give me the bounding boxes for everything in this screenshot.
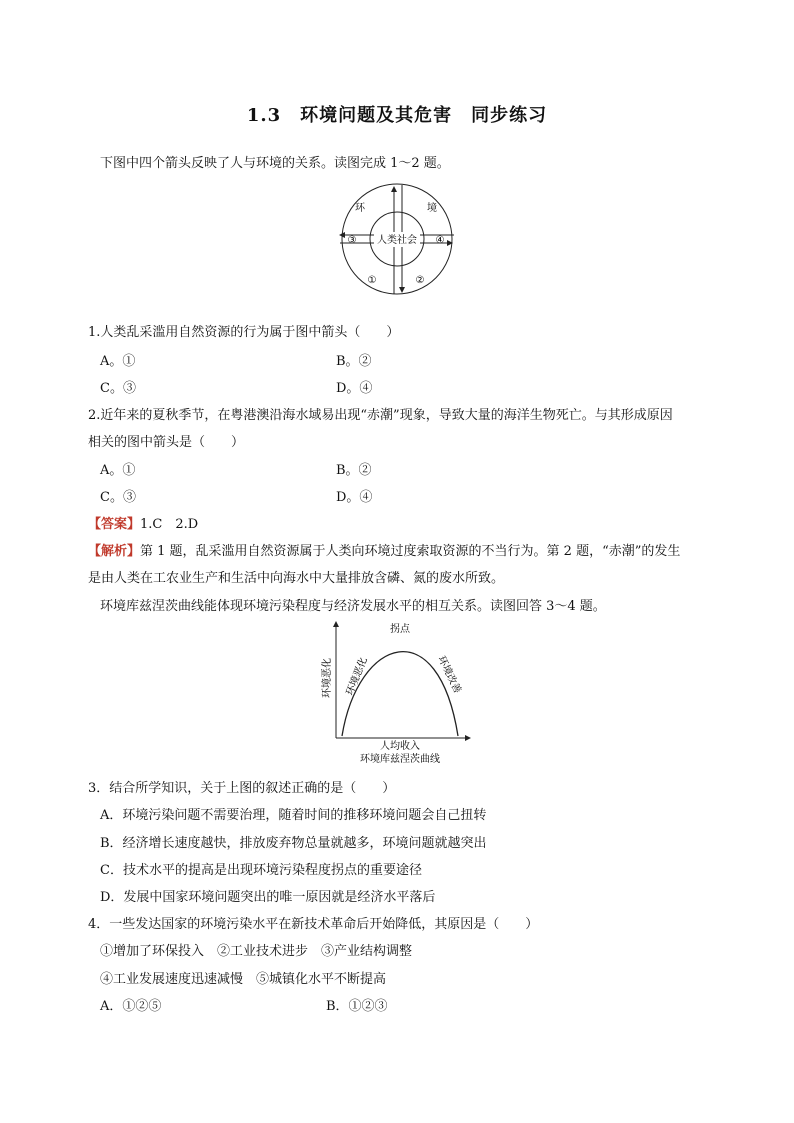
label-4: ④ [435, 235, 445, 246]
question-3-option-d: D．发展中国家环境问题突出的唯一原因就是经济水平落后 [100, 890, 436, 905]
human-environment-diagram [332, 179, 462, 299]
question-3-stem: 3．结合所学知识，关于上图的叙述正确的是（ ） [88, 781, 396, 796]
question-2-option-c: C。③ [100, 490, 136, 505]
question-2-option-a: A。① [100, 463, 136, 478]
label-3: ③ [347, 235, 357, 246]
analysis-line2: 是由人类在工农业生产和生活中向海水中大量排放含磷、氮的废水所致。 [88, 571, 505, 586]
chart-title: 环境库兹涅茨曲线 [360, 754, 440, 765]
label-2: ② [415, 275, 425, 286]
question-3-option-c: C．技术水平的提高是出现环境污染程度拐点的重要途径 [100, 863, 422, 878]
question-1-option-b: B。② [336, 354, 372, 369]
question-4-option-b: B．①②③ [326, 999, 388, 1014]
kuznets-curve-chart [318, 618, 474, 768]
label-jing: 境 [427, 203, 437, 214]
question-1-option-c: C。③ [100, 381, 136, 396]
intro-text-1: 下图中四个箭头反映了人与环境的关系。读图完成 1～2 题。 [100, 156, 450, 171]
answer-tag: 【答案】 [88, 517, 141, 532]
answer-text: 1.C 2.D [140, 517, 199, 532]
analysis-tag: 【解析】 [88, 544, 141, 559]
label-1: ① [367, 275, 377, 286]
label-huan: 环 [355, 203, 365, 214]
question-2-stem-line1: 2.近年来的夏秋季节，在粤港澳沿海水域易出现“赤潮”现象，导致大量的海洋生物死亡。与其形成原因 [88, 408, 673, 423]
question-4-items-1: ①增加了环保投入 ②工业技术进步 ③产业结构调整 [100, 944, 413, 959]
x-axis-label: 人均收入 [380, 741, 420, 752]
intro-text-2: 环境库兹涅茨曲线能体现环境污染程度与经济发展水平的相互关系。读图回答 3～4 题。 [100, 599, 606, 614]
turning-point-label: 拐点 [390, 624, 410, 635]
analysis-line1 [88, 540, 680, 559]
question-3-option-a: A．环境污染问题不需要治理，随着时间的推移环境问题会自己扭转 [100, 808, 487, 823]
question-4-option-a: A．①②⑤ [100, 999, 162, 1014]
question-4-items-2: ④工业发展速度迅速减慢 ⑤城镇化水平不断提高 [100, 972, 387, 987]
question-3-option-b: B．经济增长速度越快，排放废弃物总量就越多，环境问题就越突出 [100, 836, 487, 851]
question-4-stem: 4．一些发达国家的环境污染水平在新技术革命后开始降低，其原因是（ ） [88, 917, 539, 932]
question-1-option-d: D。④ [336, 381, 373, 396]
question-2-option-d: D。④ [336, 490, 373, 505]
y-axis-label: 环境恶化 [322, 658, 333, 698]
page-title: 1.3 环境问题及其危害 同步练习 [246, 105, 548, 126]
improving-label: 环境改善 [435, 654, 463, 696]
question-2-stem-line2: 相关的图中箭头是（ ） [88, 435, 245, 450]
question-2-option-b: B。② [336, 463, 372, 478]
question-1-stem: 1.人类乱采滥用自然资源的行为属于图中箭头（ ） [88, 325, 400, 340]
label-society: 人类社会 [377, 235, 417, 246]
question-1-option-a: A。① [100, 354, 136, 369]
answer-line [88, 513, 198, 532]
worsening-label: 环境恶化 [344, 655, 370, 698]
analysis-text1: 第 1 题，乱采滥用自然资源属于人类向环境过度索取资源的不当行为。第 2 题，“赤潮”的发生 [140, 544, 681, 559]
